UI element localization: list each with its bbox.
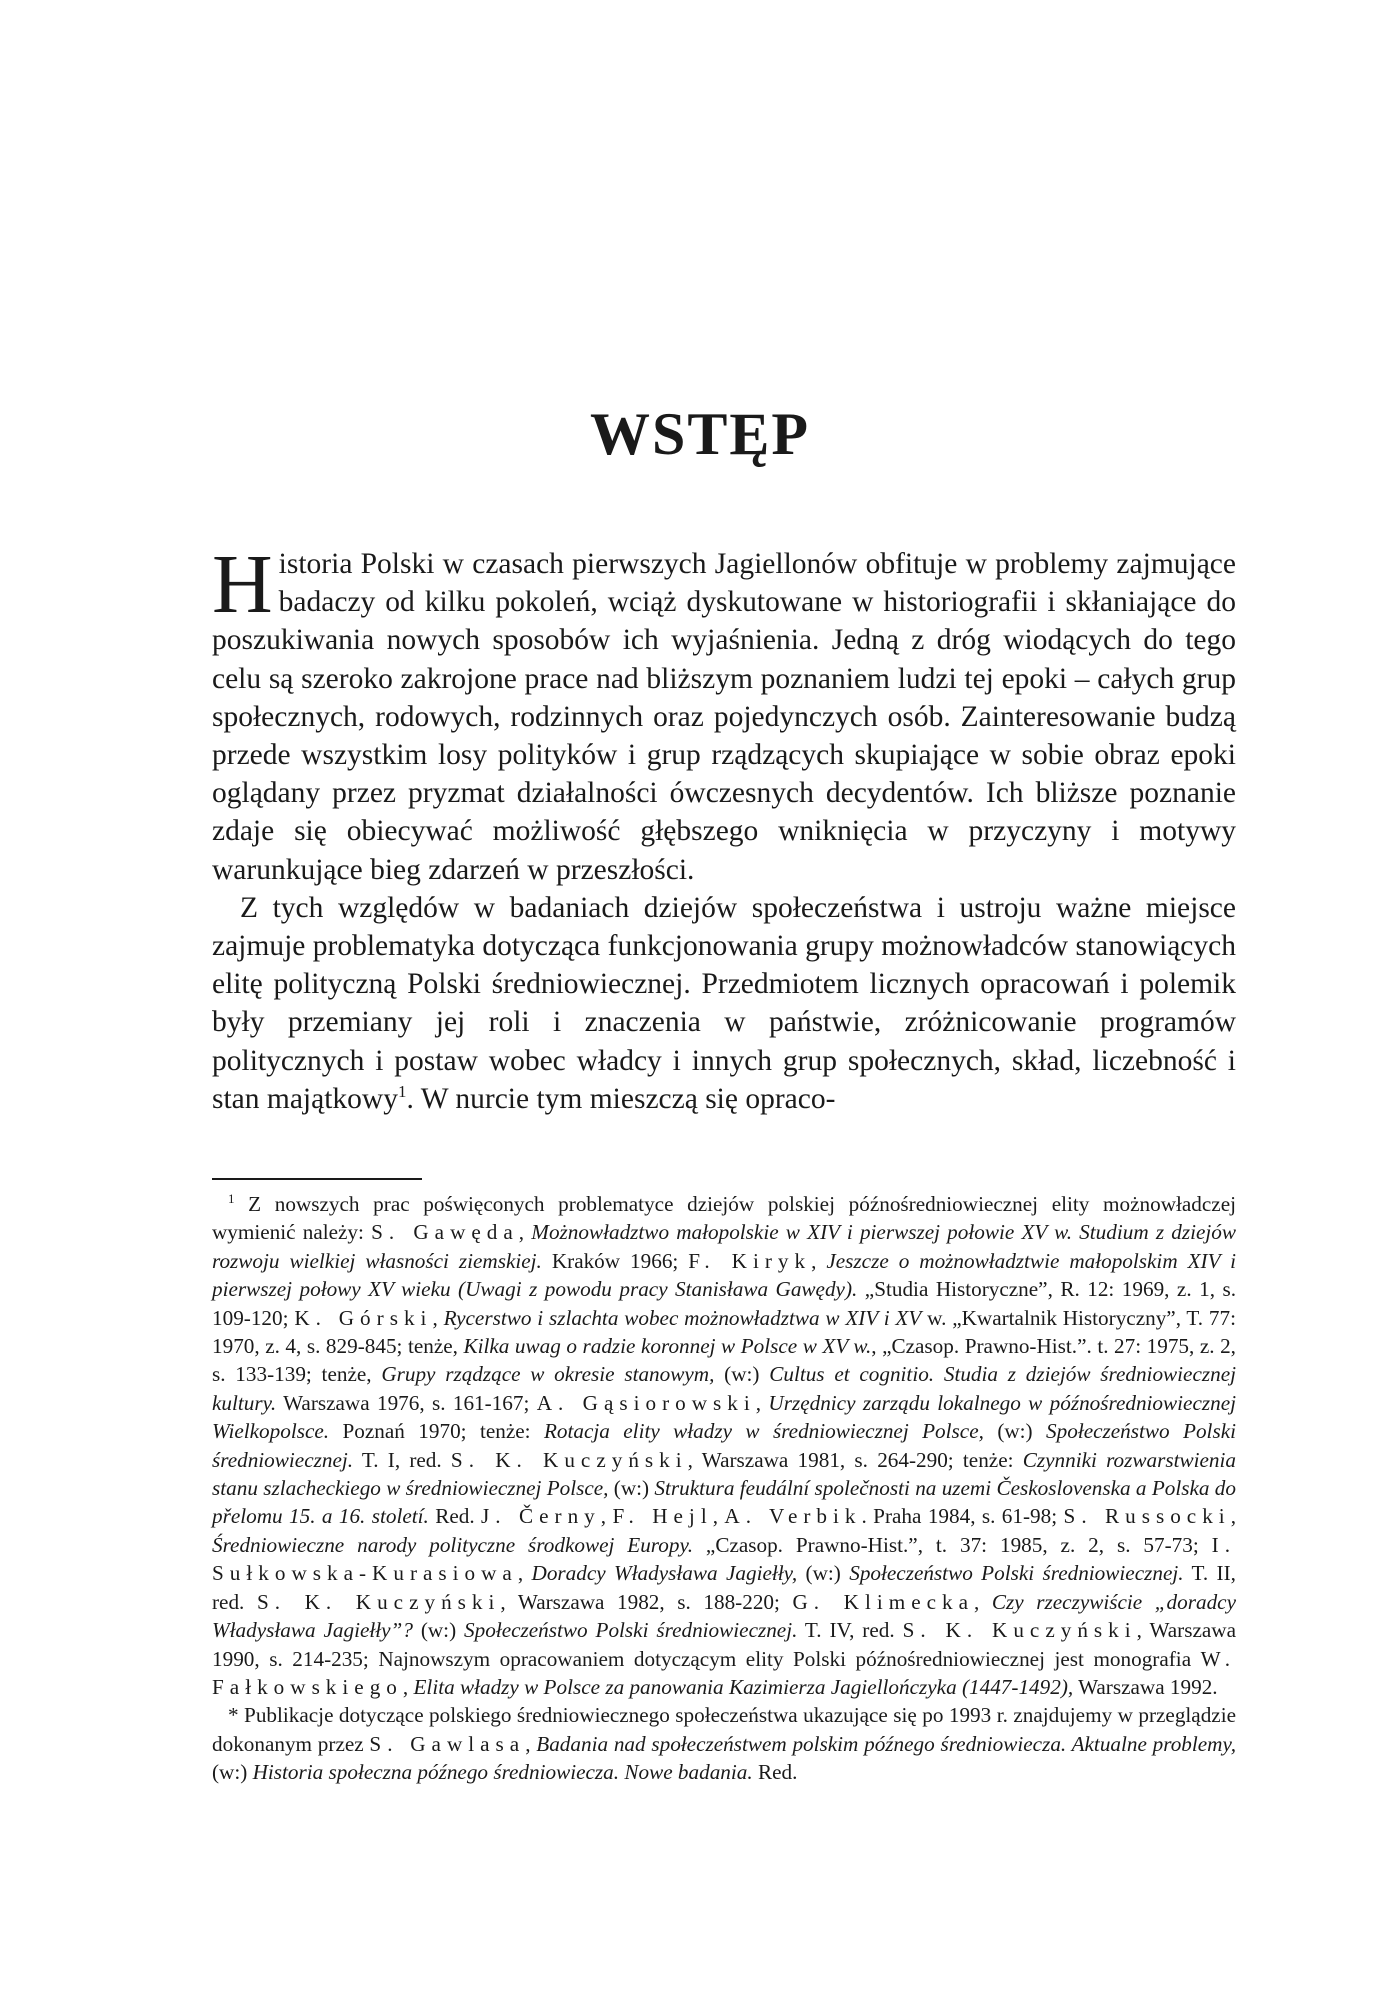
fn-text: Kraków 1966; [541,1248,689,1273]
fn-text: , [811,1248,827,1273]
fn-author: I. Sułkowska-Kurasiowa [212,1532,1237,1586]
fn-title: Czy rzeczywiście „doradcy Władysława Jagiełły”? [212,1589,1236,1643]
fn-author: S. K. Kuczyński [450,1447,688,1472]
fn-text: , [518,1220,532,1245]
fn-text: , [600,1504,613,1529]
fn-author: K. Górski [294,1305,433,1330]
fn-title: Urzędnicy zarządu lokalnego w późnośredniowiecznej Wielkopolsce. [212,1390,1236,1444]
fn-author: A. Gąsiorowski [536,1390,756,1415]
fn-text: , „Czasop. Prawno-Hist.”. t. 27: 1975, z. 2, s. 133-139; tenże, [212,1334,1236,1387]
paragraph-1-text: istoria Polski w czasach pierwszych Jagiellonów obfituje w problemy zajmujące badaczy od kilku pokoleń, wciąż dyskutowane w historiografii i skłaniające do poszukiwania nowych sposobów ich wyjaśnienia. Jedną z dróg wiodących do tego celu są szeroko zakrojone prace nad bliższym poznaniem ludzi tej epoki – całych grup społecznych, rodowych, rodzinnych oraz pojedynczych osób. Zainteresowanie budzą przede wszystkim losy polityków i grup rządzących skupiające w sobie obraz epoki oglądany przez pryzmat działalności ówczesnych decydentów. Ich bliższe poznanie zdaje się obiecywać możliwość głębszego wniknięcia w przyczyny i motywy warunkujące bieg zdarzeń w przeszłości. [212,548,1236,886]
fn-text: (w:) [714,1362,770,1387]
fn-text: Z nowszych prac poświęconych problematyce dziejów polskiej późnośredniowiecznej elity możnowładczej wymienić należy: [212,1192,1237,1245]
fn-title: Badania nad społeczeństwem polskim późnego średniowiecza. Aktualne problemy, [536,1731,1237,1756]
fn-text: (w:) [608,1476,655,1501]
fn-text: w. „Kwartalnik Historyczny”, T. 77: 1970, z. 4, s. 829-845; tenże, [212,1305,1236,1359]
drop-cap: H [212,538,273,631]
fn-title: Grupy rządzące w okresie stanowym, [381,1362,715,1387]
fn-text: , Warszawa 1982, s. 188-220; [500,1589,793,1614]
fn-text: , Warszawa 1990, s. 214-235; Najnowszym opracowaniem dotyczącym elity Polski późnośredniowiecznej jest monografia [212,1618,1236,1671]
fn-text: T. IV, red. [797,1618,903,1643]
fn-title: Średniowieczne narody polityczne środkowej Europy. [212,1532,693,1557]
footnotes [212,1190,1236,1787]
fn-author: F. Hejl [612,1504,713,1529]
fn-author: S. Gawęda [371,1220,519,1245]
fn-text: , [1230,1504,1236,1529]
fn-text: „Studia Historyczne”, R. 12: 1969, z. 1, s. 109-120; [212,1277,1237,1330]
footnote-2 [212,1701,1236,1786]
fn-author: F. Kiryk [688,1248,812,1273]
fn-author: S. K. Kuczyński [902,1618,1137,1643]
fn-title: Elita władzy w Polsce za panowania Kazimierza Jagiellończyka (1447-1492), [413,1674,1074,1699]
fn-author: S. K. Kuczyński [256,1589,501,1614]
fn-author: A. Verbik [724,1504,862,1529]
fn-text: , [755,1390,769,1415]
fn-text: , [432,1305,444,1330]
fn-title: Historia społeczna późnego średniowiecza. Nowe badania. [252,1760,753,1785]
chapter-heading: WSTĘP [589,401,811,468]
fn-title: Doradcy Władysława Jagiełły, [531,1561,798,1586]
fn-author: S. Gawlasa [369,1731,526,1756]
fn-text: (w:) [983,1419,1047,1444]
fn-title: Możnowładztwo małopolskie w XIV i pierwszej połowie XV w. Studium z dziejów rozwoju wielkiej własności ziemskiej. [212,1220,1237,1273]
fn-title: Społeczeństwo Polski średniowiecznej. [212,1419,1236,1472]
fn-text: T. I, red. [353,1447,451,1472]
fn-title: Czynniki rozwarstwienia stanu szlacheckiego w średniowiecznej Polsce, [212,1447,1236,1501]
fn-text: , [525,1731,537,1756]
fn-author: S. Russocki [1063,1504,1231,1529]
fn-text: (w:) [212,1760,253,1785]
fn-title: Społeczeństwo Polski średniowiecznej. [464,1618,798,1643]
fn-title: Struktura feudální společnosti na uzemi Československa a Polska do přelomu 15. a 16. století. [212,1476,1236,1529]
fn-text: Publikacje dotyczące polskiego średniowiecznego społeczeństwa ukazujące się po 1993 r. znajdujemy w przeglądzie dokonanym przez [212,1703,1236,1756]
fn-text: , [712,1504,725,1529]
footnote-2-marker: * [228,1703,239,1728]
fn-title: Społeczeństwo Polski średniowiecznej. [849,1561,1184,1586]
fn-text: Poznań 1970; tenże: [329,1419,544,1444]
fn-text: Red. [428,1504,482,1529]
paragraph-2-text: Z tych względów w badaniach dziejów społeczeństwa i ustroju ważne miejsce zajmuje problematyka dotycząca funkcjonowania grupy możnowładców stanowiących elitę polityczną Polski średniowiecznej. Przedmiotem licznych opracowań i polemik były przemiany jej roli i znaczenia w państwie, zróżnicowanie programów politycznych i postaw wobec władcy i innych grup społecznych, skład, liczebność i stan majątkowy [212,891,1236,1115]
fn-title: Rycerstwo i szlachta wobec możnowładztwa w XIV i XV [443,1305,922,1330]
fn-text: T. II, red. [212,1561,1236,1614]
fn-text: , [974,1589,992,1614]
paragraph-2 [212,889,1236,1118]
fn-text: (w:) [797,1561,850,1586]
footnote-separator [212,1178,422,1180]
fn-author: J. Černy [481,1504,601,1529]
fn-author: W. Fałkowskiego [212,1646,1236,1699]
fn-text: (w:) [412,1618,465,1643]
fn-text: Warszawa 1992. [1073,1674,1218,1699]
fn-text: Warszawa 1976, s. 161-167; [276,1390,537,1415]
footnote-reference[interactable]: 1 [397,1082,407,1102]
fn-text: , [517,1561,532,1586]
paragraph-1 [212,538,1236,889]
fn-title: Rotacja elity władzy w średniowiecznej Polsce, [543,1419,984,1444]
fn-title: Cultus et cognitio. Studia z dziejów średniowiecznej kultury. [212,1362,1236,1415]
fn-text: , [402,1674,414,1699]
fn-text: Red. [752,1760,798,1785]
fn-title: Kilka uwag o radzie koronnej w Polsce w XV w. [463,1334,872,1359]
fn-author: G. Klimecka [792,1589,975,1614]
footnote-1 [212,1190,1236,1701]
fn-text: , Warszawa 1981, s. 264-290; tenże: [687,1447,1023,1472]
footnote-1-number: 1 [228,1190,235,1206]
body-text [212,538,1236,1118]
fn-text: „Czasop. Prawno-Hist.”, t. 37: 1985, z. 2, s. 57-73; [693,1532,1212,1557]
fn-title: Jeszcze o możnowładztwie małopolskim XIV i pierwszej połowy XV wieku (Uwagi z powodu pracy Stanisława Gawędy). [212,1248,1237,1302]
fn-text: . Praha 1984, s. 61-98; [861,1504,1064,1529]
paragraph-2-tail: . W nurcie tym mieszczą się opraco- [406,1082,836,1115]
